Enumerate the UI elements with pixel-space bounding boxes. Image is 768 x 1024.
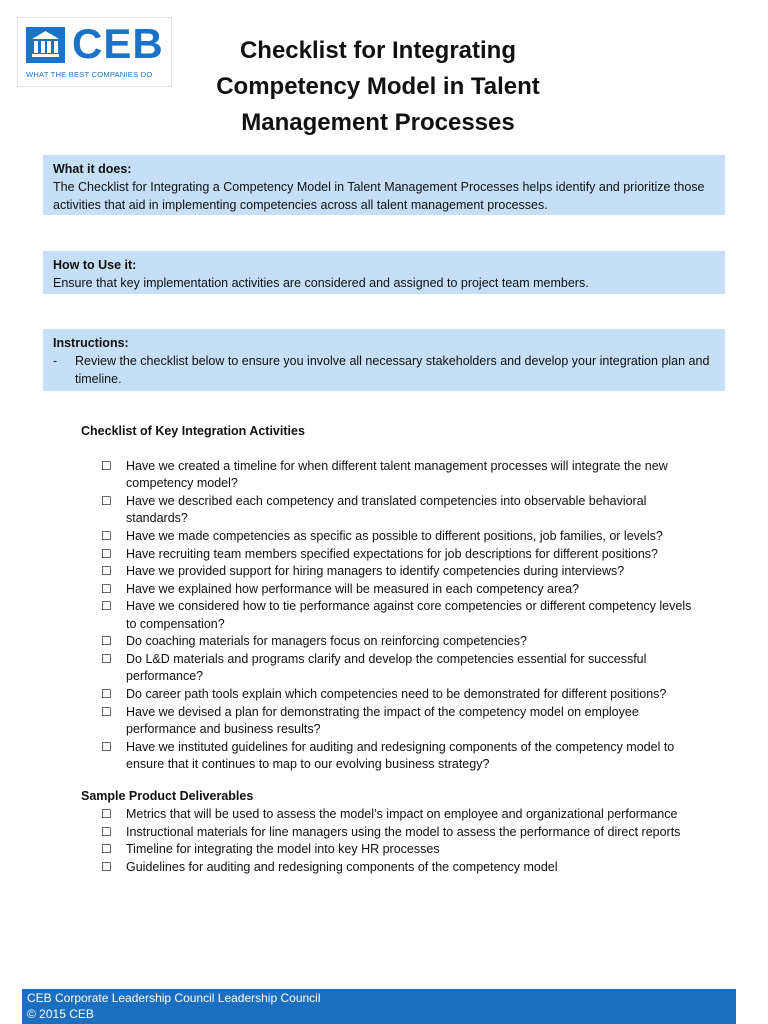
deliverable-item-text: Instructional materials for line managers using the model to assess the performance of direct reports	[126, 824, 681, 839]
bank-building-icon	[26, 27, 65, 63]
checkbox-icon[interactable]: ☐	[101, 581, 112, 596]
deliverable-item-text: Guidelines for auditing and redesigning components of the competency model	[126, 859, 558, 874]
page-title	[190, 33, 566, 141]
checkbox-icon[interactable]: ☐	[101, 564, 112, 579]
checklist-item[interactable]	[101, 458, 701, 493]
checklist-item[interactable]	[101, 581, 701, 598]
logo-tagline: WHAT THE BEST COMPANIES DO	[26, 70, 153, 79]
checklist-item[interactable]	[101, 528, 701, 545]
checkbox-icon[interactable]: ☐	[101, 859, 112, 874]
what-it-does-label: What it does:	[53, 162, 132, 176]
title-line-2: Competency Model in Talent	[216, 73, 540, 100]
deliverable-item-text: Timeline for integrating the model into key HR processes	[126, 842, 440, 857]
checklist-item[interactable]	[101, 546, 701, 563]
checkbox-icon[interactable]: ☐	[101, 651, 112, 666]
how-to-use-box	[43, 251, 725, 294]
checklist-item-text: Do coaching materials for managers focus on reinforcing competencies?	[126, 634, 527, 649]
checkbox-icon[interactable]: ☐	[101, 599, 112, 614]
checkbox-icon[interactable]: ☐	[101, 807, 112, 821]
checkbox-icon[interactable]: ☐	[101, 686, 112, 701]
checkbox-icon[interactable]: ☐	[101, 529, 112, 543]
checklist-item[interactable]	[101, 598, 701, 633]
checklist-item-text: Have we considered how to tie performance against core competencies or different competency levels to compensation?	[126, 599, 692, 631]
dash-bullet: -	[53, 354, 58, 368]
what-it-does-box	[43, 155, 725, 215]
deliverable-item-text: Metrics that will be used to assess the model’s impact on employee and organizational performance	[126, 807, 678, 821]
footer-line-1: CEB Corporate Leadership Council Leadership Council	[27, 991, 321, 1005]
what-it-does-text: The Checklist for Integrating a Competency Model in Talent Management Processes helps identify and prioritize those activities that aid in implementing competencies across all talent management processes.	[53, 180, 705, 212]
checklist-item-text: Have we created a timeline for when different talent management processes will integrate the new competency model?	[126, 459, 668, 491]
deliverable-item[interactable]	[101, 859, 701, 876]
how-to-use-text: Ensure that key implementation activities are considered and assigned to project team members.	[53, 276, 589, 290]
checklist-item-text: Do career path tools explain which competencies need to be demonstrated for different positions?	[126, 686, 667, 701]
footer-bar	[22, 989, 736, 1024]
checklist-item-text: Have recruiting team members specified expectations for job descriptions for different positions?	[126, 546, 658, 561]
checklist-item-text: Have we instituted guidelines for auditing and redesigning components of the competency model to ensure that it continues to map to our evolving business strategy?	[126, 739, 675, 771]
checklist-item-text: Have we explained how performance will be measured in each competency area?	[126, 581, 580, 596]
checklist-item[interactable]	[101, 686, 701, 703]
checkbox-icon[interactable]: ☐	[101, 739, 112, 754]
how-to-use-label: How to Use it:	[53, 258, 137, 272]
checkbox-icon[interactable]: ☐	[101, 634, 112, 649]
footer-copyright: © 2015 CEB	[27, 1007, 94, 1021]
checklist	[101, 458, 701, 774]
checklist-item-text: Have we provided support for hiring managers to identify competencies during interviews?	[126, 564, 625, 579]
deliverable-item[interactable]	[101, 824, 701, 841]
title-line-1: Checklist for Integrating	[239, 37, 517, 64]
checklist-item-text: Have we devised a plan for demonstrating the impact of the competency model on employee performance and business results?	[126, 704, 639, 736]
checklist-item[interactable]	[101, 739, 701, 774]
checklist-item[interactable]	[101, 633, 701, 650]
instructions-label: Instructions:	[53, 336, 129, 350]
checklist-item-text: Have we described each competency and translated competencies into observable behavioral standards?	[126, 494, 647, 526]
checkbox-icon[interactable]: ☐	[101, 546, 112, 561]
title-line-3: Management Processes	[241, 109, 515, 136]
checklist-heading: Checklist of Key Integration Activities	[81, 424, 305, 438]
deliverable-item[interactable]	[101, 841, 701, 858]
instructions-text: Review the checklist below to ensure you involve all necessary stakeholders and develop your integration plan and timeline.	[75, 354, 710, 386]
checkbox-icon[interactable]: ☐	[101, 704, 112, 719]
ceb-logo	[17, 17, 172, 87]
checkbox-icon[interactable]: ☐	[101, 824, 112, 839]
logo-brand-text: CEB	[72, 20, 164, 67]
checklist-item[interactable]	[101, 704, 701, 739]
checklist-item-text: Have we made competencies as specific as possible to different positions, job families, or levels?	[126, 529, 663, 543]
deliverables-heading: Sample Product Deliverables	[81, 789, 254, 803]
checklist-item[interactable]	[101, 563, 701, 580]
checklist-item-text: Do L&D materials and programs clarify and develop the competencies essential for successful performance?	[126, 651, 647, 684]
checklist-item[interactable]	[101, 493, 701, 528]
checkbox-icon[interactable]: ☐	[101, 494, 112, 508]
instructions-box	[43, 329, 725, 391]
instructions-item	[53, 352, 715, 388]
checkbox-icon[interactable]: ☐	[101, 842, 112, 857]
deliverable-item[interactable]	[101, 806, 701, 823]
checkbox-icon[interactable]: ☐	[101, 459, 112, 473]
deliverables-list	[101, 806, 701, 876]
checklist-item[interactable]	[101, 651, 701, 686]
